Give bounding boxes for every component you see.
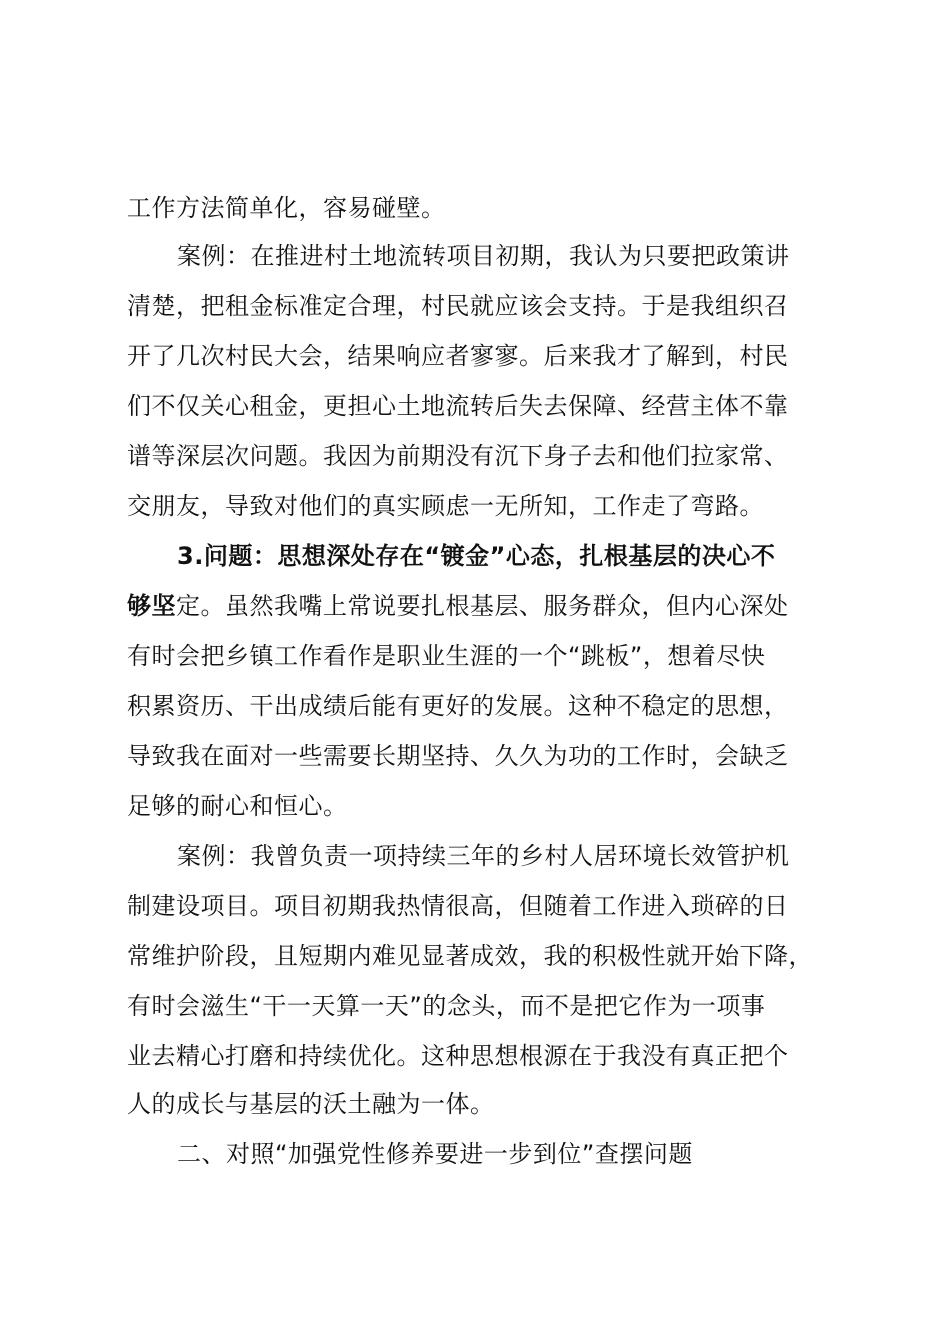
text-line: 人的成长与基层的沃土融为一体。 xyxy=(127,1090,495,1118)
text-line: 谱等深层次问题。我因为前期没有沉下身子去和他们拉家常、 xyxy=(127,442,789,470)
text-line: 有时会把乡镇工作看作是职业生涯的一个“跳板”，想着尽快 xyxy=(127,642,766,670)
text-line: 清楚，把租金标准定合理，村民就应该会支持。于是我组织召 xyxy=(127,292,789,320)
text-line: 积累资历、干出成绩后能有更好的发展。这种不稳定的思想， xyxy=(127,692,789,720)
section-heading: 二、对照“加强党性修养要进一步到位”查摆问题 xyxy=(177,1140,693,1168)
text-line: 有时会滋生“干一天算一天”的念头，而不是把它作为一项事 xyxy=(127,992,766,1020)
text-line: 们不仅关心租金，更担心土地流转后失去保障、经营主体不靠 xyxy=(127,392,789,420)
issue-heading: 3.问题：思想深处存在“镀金”心态，扎根基层的决心不 xyxy=(177,542,776,570)
text-line: 工作方法简单化，容易碰壁。 xyxy=(127,194,446,222)
issue-heading-tail: 够坚 xyxy=(127,592,176,620)
case-paragraph-start: 案例：我曾负责一项持续三年的乡村人居环境长效管护机 xyxy=(177,842,790,870)
text-line: 制建设项目。项目初期我热情很高，但随着工作进入琐碎的日 xyxy=(127,892,789,920)
case-paragraph-start: 案例：在推进村土地流转项目初期，我认为只要把政策讲 xyxy=(177,242,790,270)
text-line: 交朋友，导致对他们的真实顾虑一无所知，工作走了弯路。 xyxy=(127,492,764,520)
issue-body-start: 定。虽然我嘴上常说要扎根基层、服务群众，但内心深处 xyxy=(176,592,789,620)
text-line: 业去精心打磨和持续优化。这种思想根源在于我没有真正把个 xyxy=(127,1042,789,1070)
text-line: 开了几次村民大会，结果响应者寥寥。后来我才了解到，村民 xyxy=(127,342,789,370)
text-line: 常维护阶段，且短期内难见显著成效，我的积极性就开始下降， xyxy=(127,942,813,970)
issue-heading-continuation xyxy=(127,591,789,621)
text-line: 足够的耐心和恒心。 xyxy=(127,792,348,820)
text-line: 导致我在面对一些需要长期坚持、久久为功的工作时，会缺乏 xyxy=(127,742,789,770)
